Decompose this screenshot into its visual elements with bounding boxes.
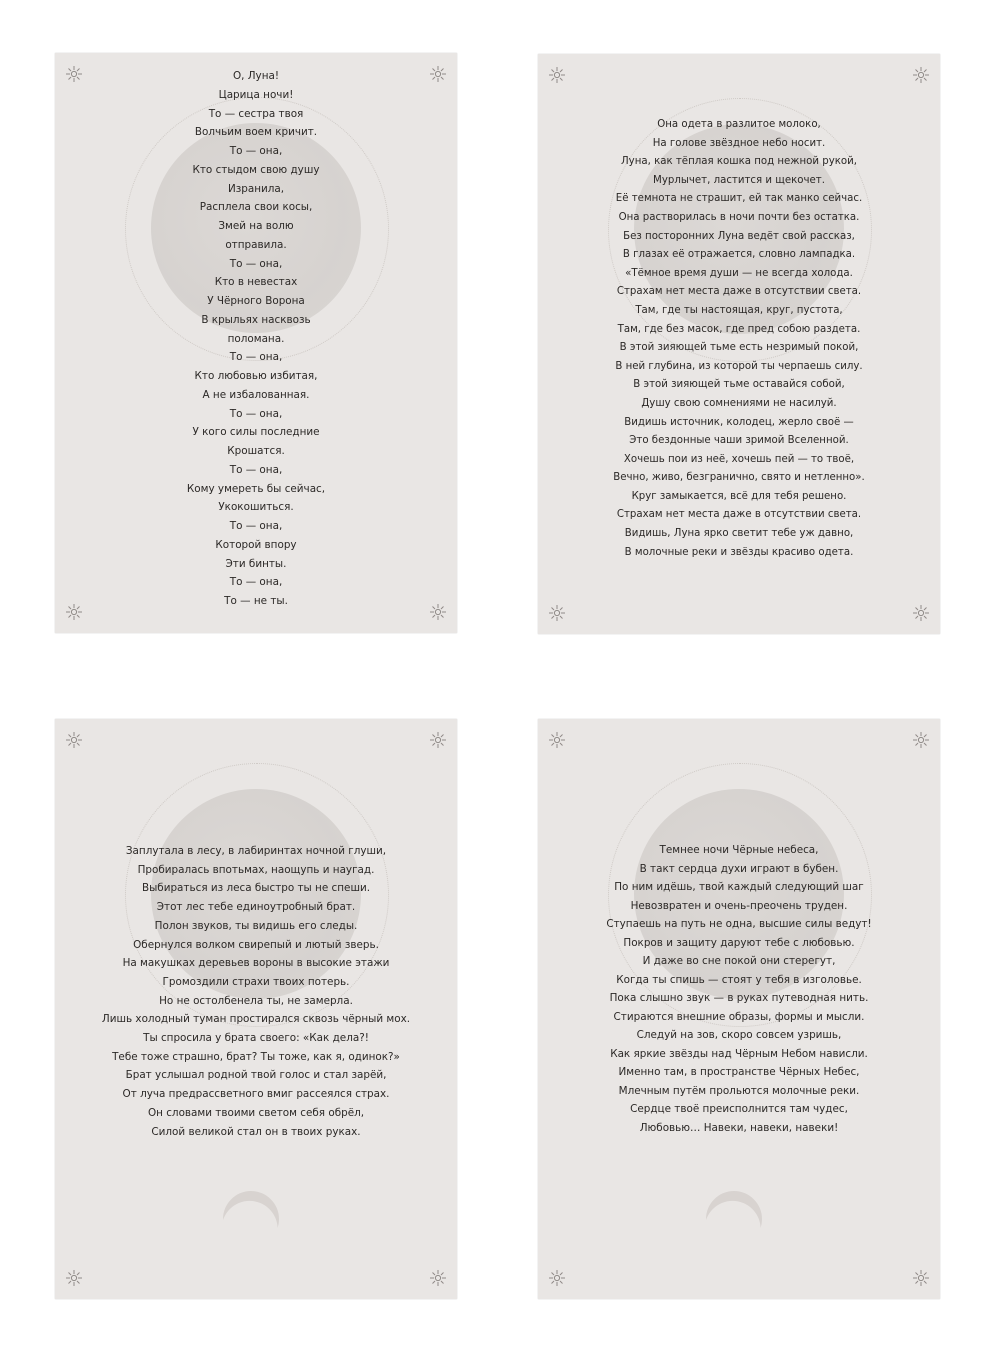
poem-line: Мурлычет, ластится и щекочет. bbox=[653, 174, 825, 186]
poem-line: В этой зияющей тьме оставайся собой, bbox=[633, 379, 845, 391]
poem-line: Царица ночи! bbox=[218, 88, 294, 101]
poem-text bbox=[55, 842, 457, 1141]
poem-line: В такт сердца духи играют в бубен. bbox=[639, 862, 839, 875]
poem-line: «Тёмное время души — не всегда холода. bbox=[625, 267, 853, 279]
poem-line: То — она, bbox=[229, 257, 283, 270]
poem-line: Пока слышно звук — в руках путеводная нить. bbox=[609, 992, 869, 1004]
poem-card-4 bbox=[538, 719, 940, 1299]
poem-card-3 bbox=[55, 719, 457, 1299]
poem-line: На голове звёздное небо носит. bbox=[652, 137, 826, 149]
poem-line: Пробиралась впотьмах, наощупь и наугад. bbox=[137, 863, 375, 876]
poem-line: Темнее ночи Чёрные небеса, bbox=[659, 844, 819, 856]
poem-line: поломана. bbox=[227, 332, 285, 345]
poem-line: Именно там, в пространстве Чёрных Небес, bbox=[618, 1066, 860, 1078]
poem-line: Там, где ты настоящая, круг, пустота, bbox=[635, 304, 843, 316]
star-icon bbox=[548, 731, 566, 749]
poem-line: Видишь источник, колодец, жерло своё — bbox=[624, 416, 854, 428]
poem-line: Кто в невестах bbox=[214, 276, 298, 289]
poem-line: Брат услышал родной твой голос и стал зарёй, bbox=[125, 1069, 387, 1082]
poem-line: Полон звуков, ты видишь его следы. bbox=[154, 919, 358, 932]
poem-line: Укокошиться. bbox=[218, 501, 294, 514]
poem-text bbox=[538, 116, 940, 562]
poem-line: Это бездонные чаши зримой Вселенной. bbox=[629, 435, 849, 447]
star-icon bbox=[65, 731, 83, 749]
poem-line: Змей на волю bbox=[218, 220, 294, 232]
poem-line: От луча предрассветного вмиг рассеялся страх. bbox=[122, 1088, 390, 1101]
poem-line: Крошатся. bbox=[227, 445, 285, 457]
poem-line: То — она, bbox=[229, 576, 283, 589]
poem-line: В молочные реки и звёзды красиво одета. bbox=[624, 546, 854, 558]
poem-line: Тебе тоже страшно, брат? Ты тоже, как я, одинок?» bbox=[112, 1050, 400, 1063]
poem-line: Он словами твоими светом себя обрёл, bbox=[147, 1106, 365, 1119]
poem-line: Расплела свои косы, bbox=[199, 201, 313, 214]
poem-line: отправила. bbox=[225, 238, 287, 251]
poem-line: Громоздили страхи твоих потерь. bbox=[162, 975, 350, 988]
poem-line: У Чёрного Ворона bbox=[207, 295, 305, 307]
poem-line: Млечным путём прольются молочные реки. bbox=[618, 1084, 860, 1097]
star-icon bbox=[548, 604, 566, 622]
crescent-moon-icon bbox=[694, 1179, 773, 1258]
poem-line: Страхам нет места даже в отсутствии света. bbox=[616, 509, 862, 521]
poem-line: Без посторонних Луна ведёт свой рассказ, bbox=[623, 230, 855, 242]
poem-line: Кто любовью избитая, bbox=[194, 370, 318, 382]
poem-line: То — она, bbox=[229, 145, 283, 157]
poem-line: В ней глубина, из которой ты черпаешь силу. bbox=[615, 360, 863, 372]
poem-card-2 bbox=[538, 54, 940, 634]
poem-line: Она одета в разлитое молоко, bbox=[657, 119, 821, 130]
poem-line: То — не ты. bbox=[224, 595, 288, 607]
star-icon bbox=[429, 1269, 447, 1287]
poem-line: Ты спросила у брата своего: «Как дела?! bbox=[143, 1032, 369, 1045]
poem-line: Луна, как тёплая кошка под нежной рукой, bbox=[621, 156, 857, 168]
poem-line: Которой впору bbox=[215, 538, 297, 551]
poem-line: А не избалованная. bbox=[202, 388, 310, 401]
poem-line: Лишь холодный туман простирался сквозь чёрный мох. bbox=[101, 1013, 411, 1026]
poem-line: Её темнота не страшит, ей так манко сейчас. bbox=[615, 193, 863, 205]
poem-line: Покров и защиту даруют тебе с любовью. bbox=[623, 936, 855, 949]
poem-line: То — она, bbox=[229, 520, 283, 532]
poem-line: У кого силы последние bbox=[192, 426, 320, 439]
poem-line: В этой зияющей тьме есть незримый покой, bbox=[619, 342, 859, 354]
poem-line: То — она, bbox=[229, 351, 283, 364]
poem-line: Круг замыкается, всё для тебя решено. bbox=[631, 490, 847, 502]
poem-line: Заплутала в лесу, в лабиринтах ночной глуши, bbox=[125, 845, 387, 857]
star-icon bbox=[912, 66, 930, 84]
poem-line: То — она, bbox=[229, 407, 283, 420]
poem-line: Стираются внешние образы, формы и мысли. bbox=[613, 1010, 865, 1023]
poem-line: Сердце твоё преисполнится там чудес, bbox=[630, 1103, 848, 1115]
star-icon bbox=[912, 1269, 930, 1287]
star-icon bbox=[548, 66, 566, 84]
crescent-moon-icon bbox=[211, 1179, 290, 1258]
poem-line: Там, где без масок, где пред собою раздета. bbox=[617, 323, 861, 335]
poem-line: По ним идёшь, твой каждый следующий шаг bbox=[614, 881, 864, 893]
poem-line: Ступаешь на путь не одна, высшие силы ведут! bbox=[606, 918, 872, 930]
poem-line: Любовью… Навеки, навеки, навеки! bbox=[639, 1121, 839, 1134]
poem-line: Невозвратен и очень-преочень труден. bbox=[630, 899, 848, 912]
poem-line: В крыльях насквозь bbox=[201, 313, 311, 326]
star-icon bbox=[65, 1269, 83, 1287]
poem-line: Выбираться из леса быстро ты не спеши. bbox=[141, 882, 371, 895]
poem-line: Но не остолбенела ты, не замерла. bbox=[159, 994, 353, 1007]
poem-line: То — она, bbox=[229, 463, 283, 476]
star-icon bbox=[912, 731, 930, 749]
poem-line: Силой великой стал он в твоих руках. bbox=[151, 1125, 361, 1138]
poem-line: В глазах её отражается, словно лампадка. bbox=[622, 249, 856, 261]
poem-line: Хочешь пои из неё, хочешь пей — то твоё, bbox=[623, 453, 855, 465]
poem-line: Изранила, bbox=[227, 182, 285, 195]
poem-line: Обернулся волком свирепый и лютый зверь. bbox=[133, 938, 379, 951]
poem-line: Когда ты спишь — стоят у тебя в изголовье. bbox=[616, 973, 862, 986]
poem-card-1 bbox=[55, 53, 457, 633]
poem-line: Эти бинты. bbox=[225, 557, 287, 570]
poem-line: Кому умереть бы сейчас, bbox=[186, 482, 326, 495]
poem-text bbox=[55, 67, 457, 611]
poem-line: Кто стыдом свою душу bbox=[192, 163, 320, 176]
poem-line: Вечно, живо, безгранично, свято и нетленно». bbox=[613, 472, 865, 484]
poem-text bbox=[538, 841, 940, 1137]
poem-line: Душу свою сомнениями не насилуй. bbox=[641, 397, 837, 409]
poem-line: На макушках деревьев вороны в высокие этажи bbox=[122, 957, 390, 970]
poem-line: Она растворилась в ночи почти без остатка. bbox=[618, 211, 860, 223]
star-icon bbox=[912, 604, 930, 622]
poem-line: Страхам нет места даже в отсутствии света. bbox=[616, 286, 862, 298]
poem-line: Волчьим воем кричит. bbox=[194, 126, 318, 139]
star-icon bbox=[429, 731, 447, 749]
star-icon bbox=[548, 1269, 566, 1287]
poem-line: О, Луна! bbox=[232, 70, 280, 82]
poem-line: То — сестра твоя bbox=[208, 107, 304, 120]
poem-line: Следуй на зов, скоро совсем узришь, bbox=[636, 1029, 842, 1041]
poem-line: И даже во сне покой они стерегут, bbox=[642, 955, 836, 967]
poem-line: Как яркие звёзды над Чёрным Небом нависли. bbox=[610, 1047, 868, 1060]
poem-line: Этот лес тебе единоутробный брат. bbox=[156, 901, 356, 914]
poem-line: Видишь, Луна ярко светит тебе уж давно, bbox=[624, 528, 854, 540]
